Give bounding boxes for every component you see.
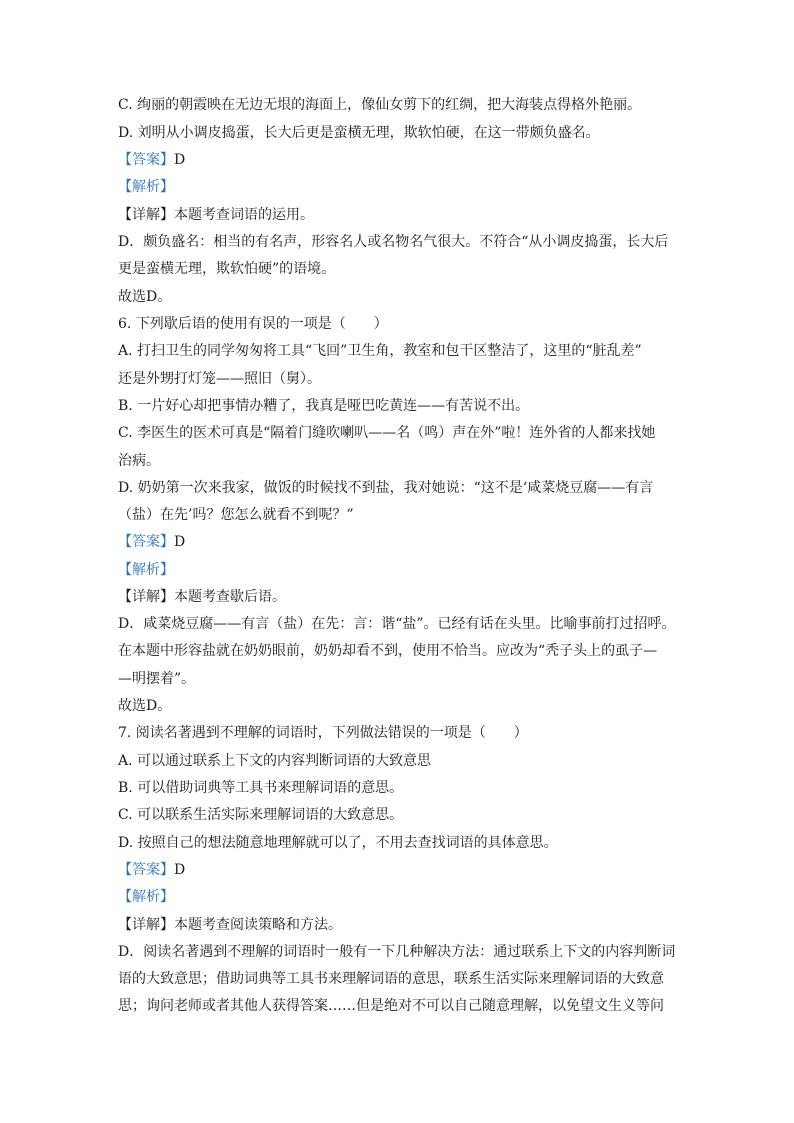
- answer-label: [118, 533, 678, 551]
- line-18: 【详解】本题考查歇后语。: [118, 589, 286, 605]
- answer-label: [118, 151, 678, 169]
- line-1: D. 刘明从小调皮捣蛋，长大后更是蛮横无理，欺软怕硬，在这一带颇负盛名。: [118, 125, 600, 141]
- line-32: 语的大致意思；借助词典等工具书来理解词语的意思，联系生活实际来理解词语的大致意: [118, 971, 664, 987]
- line-14: D. 奶奶第一次来我家，做饭的时候找不到盐，我对她说：“这不是‘咸菜烧豆腐——有言: [118, 480, 654, 496]
- line-15: （盐）在先’吗？您怎么就看不到呢？”: [118, 507, 354, 523]
- analysis-tag: 【解析】: [118, 179, 174, 195]
- answer-label: [118, 861, 678, 879]
- line-0: C. 绚丽的朝霞映在无边无垠的海面上，像仙女剪下的红绸，把大海装点得格外艳丽。: [118, 97, 642, 113]
- line-25: B. 可以借助词典等工具书来理解词语的意思。: [118, 780, 404, 796]
- analysis-label: [118, 888, 678, 906]
- line-21: —明摆着”。: [118, 671, 196, 687]
- line-19: D．咸菜烧豆腐——有言（盐）在先：言：谐“盐”。已经有话在头里。比喻事前打过招呼。: [118, 616, 676, 632]
- answer-value: D: [174, 534, 186, 550]
- line-27: D. 按照自己的想法随意地理解就可以了，不用去查找词语的具体意思。: [118, 835, 558, 851]
- question-6: 6. 下列歇后语的使用有误的一项是（ ）: [118, 316, 388, 332]
- line-20: 在本题中形容盐就在奶奶眼前，奶奶却看不到，使用不恰当。应改为“秃子头上的虱子—: [118, 643, 658, 659]
- answer-tag: 【答案】: [118, 862, 174, 878]
- answer-value: D: [174, 152, 186, 168]
- line-12: C. 李医生的医术可真是“隔着门缝吹喇叭——名（鸣）声在外”啦！连外省的人都来找她: [118, 425, 656, 441]
- line-5: D．颇负盛名：相当的有名声，形容名人或名物名气很大。不符合“从小调皮捣蛋，长大后: [118, 234, 669, 250]
- question-7: 7. 阅读名著遇到不理解的词语时，下列做法错误的一项是（ ）: [118, 725, 528, 741]
- line-7: 故选D。: [118, 289, 172, 305]
- analysis-label: [118, 561, 678, 579]
- answer-tag: 【答案】: [118, 534, 174, 550]
- line-10: 还是外甥打灯笼——照旧（舅）。: [118, 371, 321, 387]
- line-24: A. 可以通过联系上下文的内容判断词语的大致意思: [118, 753, 432, 769]
- analysis-tag: 【解析】: [118, 889, 174, 905]
- line-22: 故选D。: [118, 698, 172, 714]
- answer-tag: 【答案】: [118, 152, 174, 168]
- analysis-label: [118, 178, 678, 196]
- line-9: A. 打扫卫生的同学匆匆将工具“飞回”卫生角，教室和包干区整洁了，这里的“脏乱差”: [118, 343, 642, 359]
- answer-value: D: [174, 862, 186, 878]
- line-4: 【详解】本题考查词语的运用。: [118, 207, 314, 223]
- line-13: 治病。: [118, 453, 160, 469]
- line-33: 思；询问老师或者其他人获得答案……但是绝对不可以自己随意理解，以免望文生义等问: [118, 998, 664, 1014]
- line-11: B. 一片好心却把事情办糟了，我真是哑巴吃黄连——有苦说不出。: [118, 398, 530, 414]
- analysis-tag: 【解析】: [118, 562, 174, 578]
- line-31: D．阅读名著遇到不理解的词语时一般有一下几种解决方法：通过联系上下文的内容判断词: [118, 944, 676, 960]
- line-26: C. 可以联系生活实际来理解词语的大致意思。: [118, 807, 404, 823]
- line-30: 【详解】本题考查阅读策略和方法。: [118, 917, 342, 933]
- line-6: 更是蛮横无理，欺软怕硬”的语境。: [118, 261, 336, 277]
